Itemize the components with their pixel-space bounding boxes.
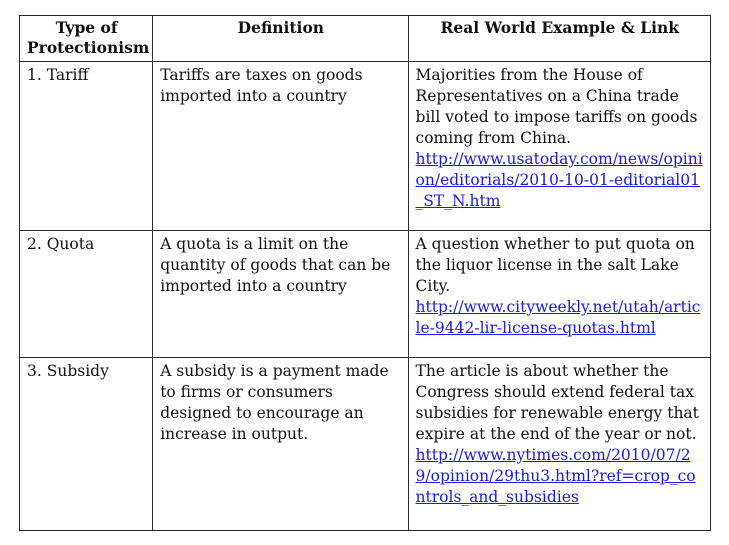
- header-example: Real World Example & Link: [408, 16, 710, 62]
- article-link[interactable]: http://www.usatoday.com/news/opinion/editorials/2010-10-01-editorial01_ST_N.htm: [415, 150, 703, 210]
- example-cell: [408, 358, 710, 531]
- table-row-quota: [20, 231, 711, 358]
- table-row-tariff: [20, 62, 711, 231]
- definition-cell: A quota is a limit on the quantity of goods that can be imported into a country: [153, 231, 408, 358]
- protectionism-table: [19, 15, 711, 531]
- example-text: A question whether to put quota on the liquor license in the salt Lake City.: [415, 235, 695, 295]
- header-definition: Definition: [153, 16, 408, 62]
- example-text: The article is about whether the Congress should extend federal tax subsidies for renewable energy that expire at the end of the year or not.: [415, 362, 699, 443]
- header-type: Type of Protectionism: [20, 16, 153, 62]
- table-header-row: [20, 16, 711, 62]
- table-row-subsidy: [20, 358, 711, 531]
- type-cell: 2. Quota: [20, 231, 153, 358]
- article-link[interactable]: http://www.cityweekly.net/utah/article-9442-lir-license-quotas.html: [415, 298, 701, 337]
- example-text: Majorities from the House of Representatives on a China trade bill voted to impose tariffs on goods coming from China.: [415, 66, 698, 147]
- type-cell: 1. Tariff: [20, 62, 153, 231]
- example-cell: [408, 62, 710, 231]
- definition-cell: Tariffs are taxes on goods imported into a country: [153, 62, 408, 231]
- article-link[interactable]: http://www.nytimes.com/2010/07/29/opinion/29thu3.html?ref=crop_controls_and_subsidies: [415, 446, 696, 506]
- definition-cell: A subsidy is a payment made to firms or consumers designed to encourage an increase in output.: [153, 358, 408, 531]
- example-cell: [408, 231, 710, 358]
- type-cell: 3. Subsidy: [20, 358, 153, 531]
